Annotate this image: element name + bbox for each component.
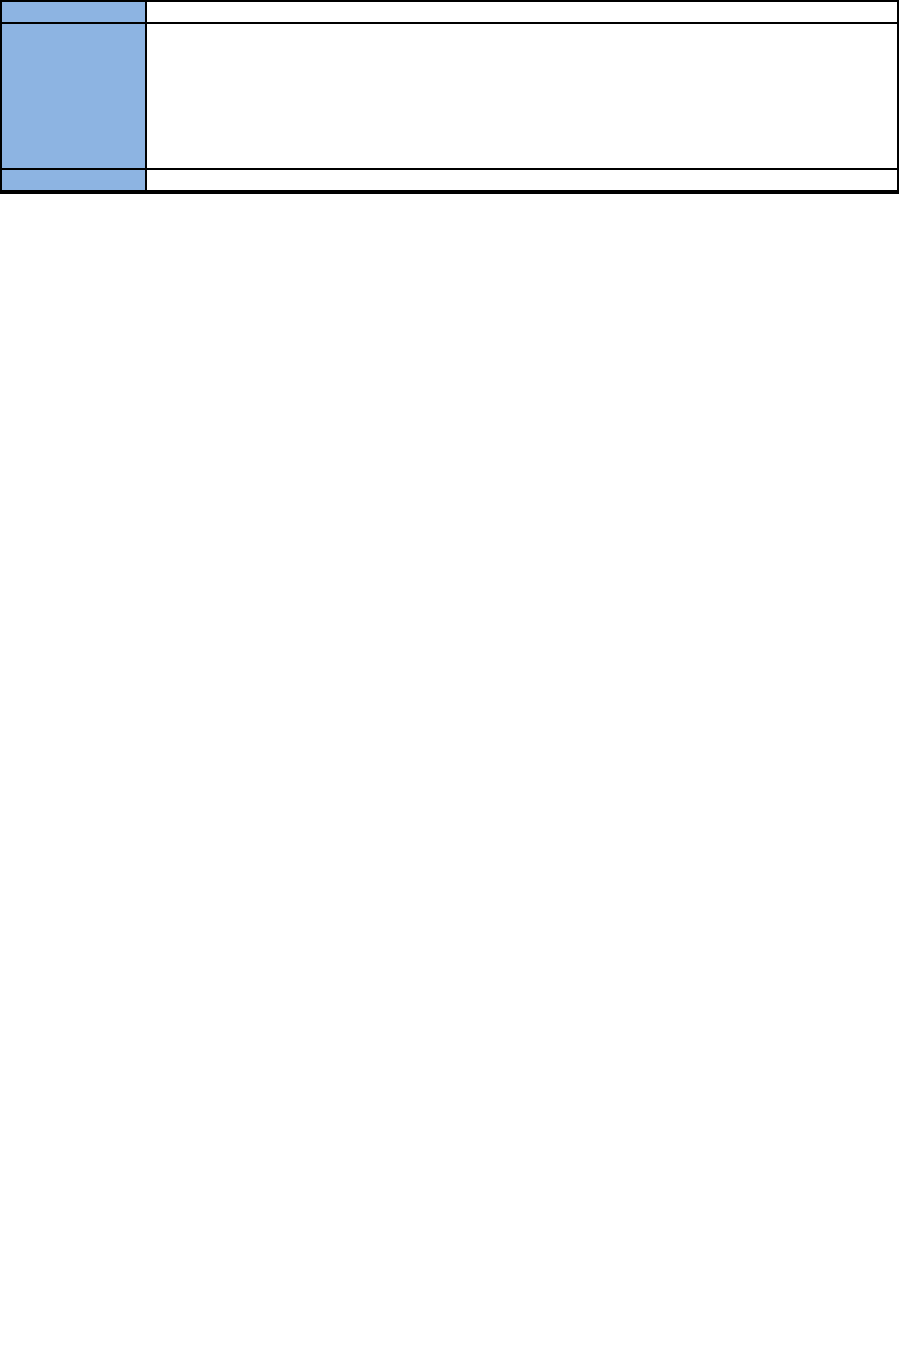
spec-table [0, 0, 899, 194]
model-columns [147, 2, 897, 22]
model-row [2, 2, 897, 24]
gas-row [2, 170, 897, 192]
gas-type-columns [147, 170, 897, 190]
image-row-label [2, 24, 147, 168]
model-row-label [2, 2, 147, 22]
device-image-columns [147, 24, 897, 168]
gas-row-label [2, 170, 147, 190]
image-row [2, 24, 897, 170]
